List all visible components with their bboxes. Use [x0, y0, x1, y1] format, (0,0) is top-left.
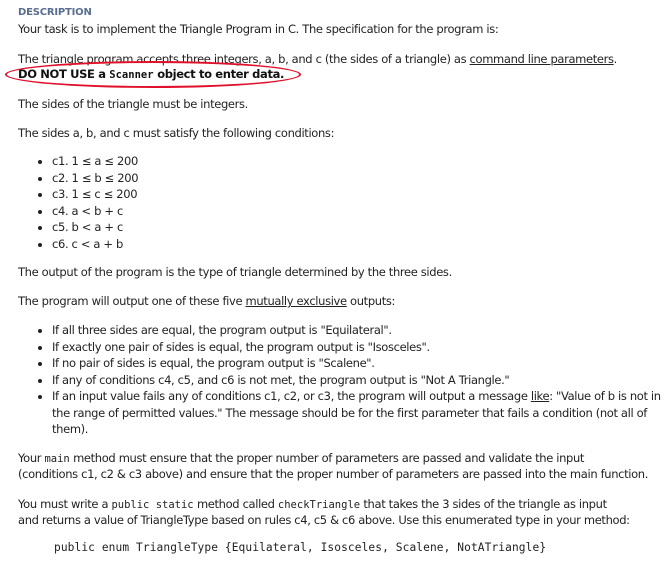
five-outputs-intro	[18, 294, 395, 308]
condition-item: • c1. 1 ≤ a ≤ 200	[52, 153, 664, 170]
accepts-text: The triangle program accepts three integers, a, b, and c (the sides of a triangle) as	[18, 52, 470, 66]
intro-paragraph	[18, 22, 498, 36]
accepts-paragraph	[18, 52, 617, 66]
enum-code-block: public enum TriangleType {Equilateral, Isosceles, Scalene, NotATriangle}	[54, 541, 547, 554]
intro-prefix: Your task is to implement the Triangle Program in	[18, 22, 288, 36]
warning-prefix: DO NOT USE a	[18, 67, 110, 81]
output5-prefix: If an input value fails any of conditions c1, c2, or c3, the program will output a message	[52, 389, 531, 403]
condition-item: • c5. b < a + c	[52, 219, 664, 236]
intro-suffix: . The specification for the program is:	[295, 22, 499, 36]
condition-item: • c3. 1 ≤ c ≤ 200	[52, 186, 664, 203]
method-mid: method called	[193, 497, 278, 511]
outputs-list	[36, 322, 664, 438]
warning-suffix: object to enter data.	[153, 67, 285, 81]
output-item: • If any of conditions c4, c5, and c6 is not met, the program output is "Not A Triangle."	[52, 372, 664, 389]
main-method-line1	[18, 451, 584, 465]
main-prefix: Your	[18, 451, 45, 465]
scanner-warning	[18, 67, 284, 81]
output5-suffix: : "Value of b is not in the range of permitted values." The message should be for the first parameter that fails a condition (not all of them).	[52, 389, 661, 436]
command-line-parameters-link[interactable]: command line parameters	[469, 52, 614, 66]
main-method-line2: (conditions c1, c2 & c3 above) and ensure that the proper number of parameters are passed into the main function.	[18, 467, 649, 481]
five-outputs-prefix: The program will output one of these five	[18, 294, 246, 308]
check-triangle-code: checkTriangle	[277, 499, 361, 511]
output-item: • If exactly one pair of sides is equal, the program output is "Isosceles".	[52, 339, 664, 356]
output-item	[52, 388, 664, 438]
five-outputs-suffix: outputs:	[346, 294, 396, 308]
sides-integers-text: The sides of the triangle must be integers.	[18, 97, 248, 111]
mutually-exclusive-link[interactable]: mutually exclusive	[245, 294, 347, 308]
output-item: • If all three sides are equal, the program output is "Equilateral".	[52, 322, 664, 339]
conditions-list	[36, 153, 664, 252]
output-intro: The output of the program is the type of triangle determined by the three sides.	[18, 265, 452, 279]
intro-language: C	[287, 22, 296, 36]
condition-item: • c6. c < a + b	[52, 236, 664, 253]
method-line2: and returns a value of TriangleType based on rules c4, c5 & c6 above. Use this enumerated type in your method:	[18, 513, 630, 527]
section-heading: DESCRIPTION	[18, 7, 92, 18]
like-link[interactable]: like	[530, 389, 550, 403]
scanner-code: Scanner	[109, 69, 154, 81]
main-code: main	[44, 453, 70, 465]
condition-item: • c2. 1 ≤ b ≤ 200	[52, 170, 664, 187]
public-static-code: public static	[111, 499, 194, 511]
method-line1	[18, 497, 607, 511]
method-line1-rest: that takes the 3 sides of the triangle as input	[360, 497, 607, 511]
method-prefix: You must write a	[18, 497, 112, 511]
condition-item: • c4. a < b + c	[52, 203, 664, 220]
main-line1-rest: method must ensure that the proper number of parameters are passed and validate the input	[69, 451, 585, 465]
accepts-end: .	[613, 52, 617, 66]
output-item: • If no pair of sides is equal, the program output is "Scalene".	[52, 355, 664, 372]
conditions-intro: The sides a, b, and c must satisfy the following conditions:	[18, 126, 335, 140]
